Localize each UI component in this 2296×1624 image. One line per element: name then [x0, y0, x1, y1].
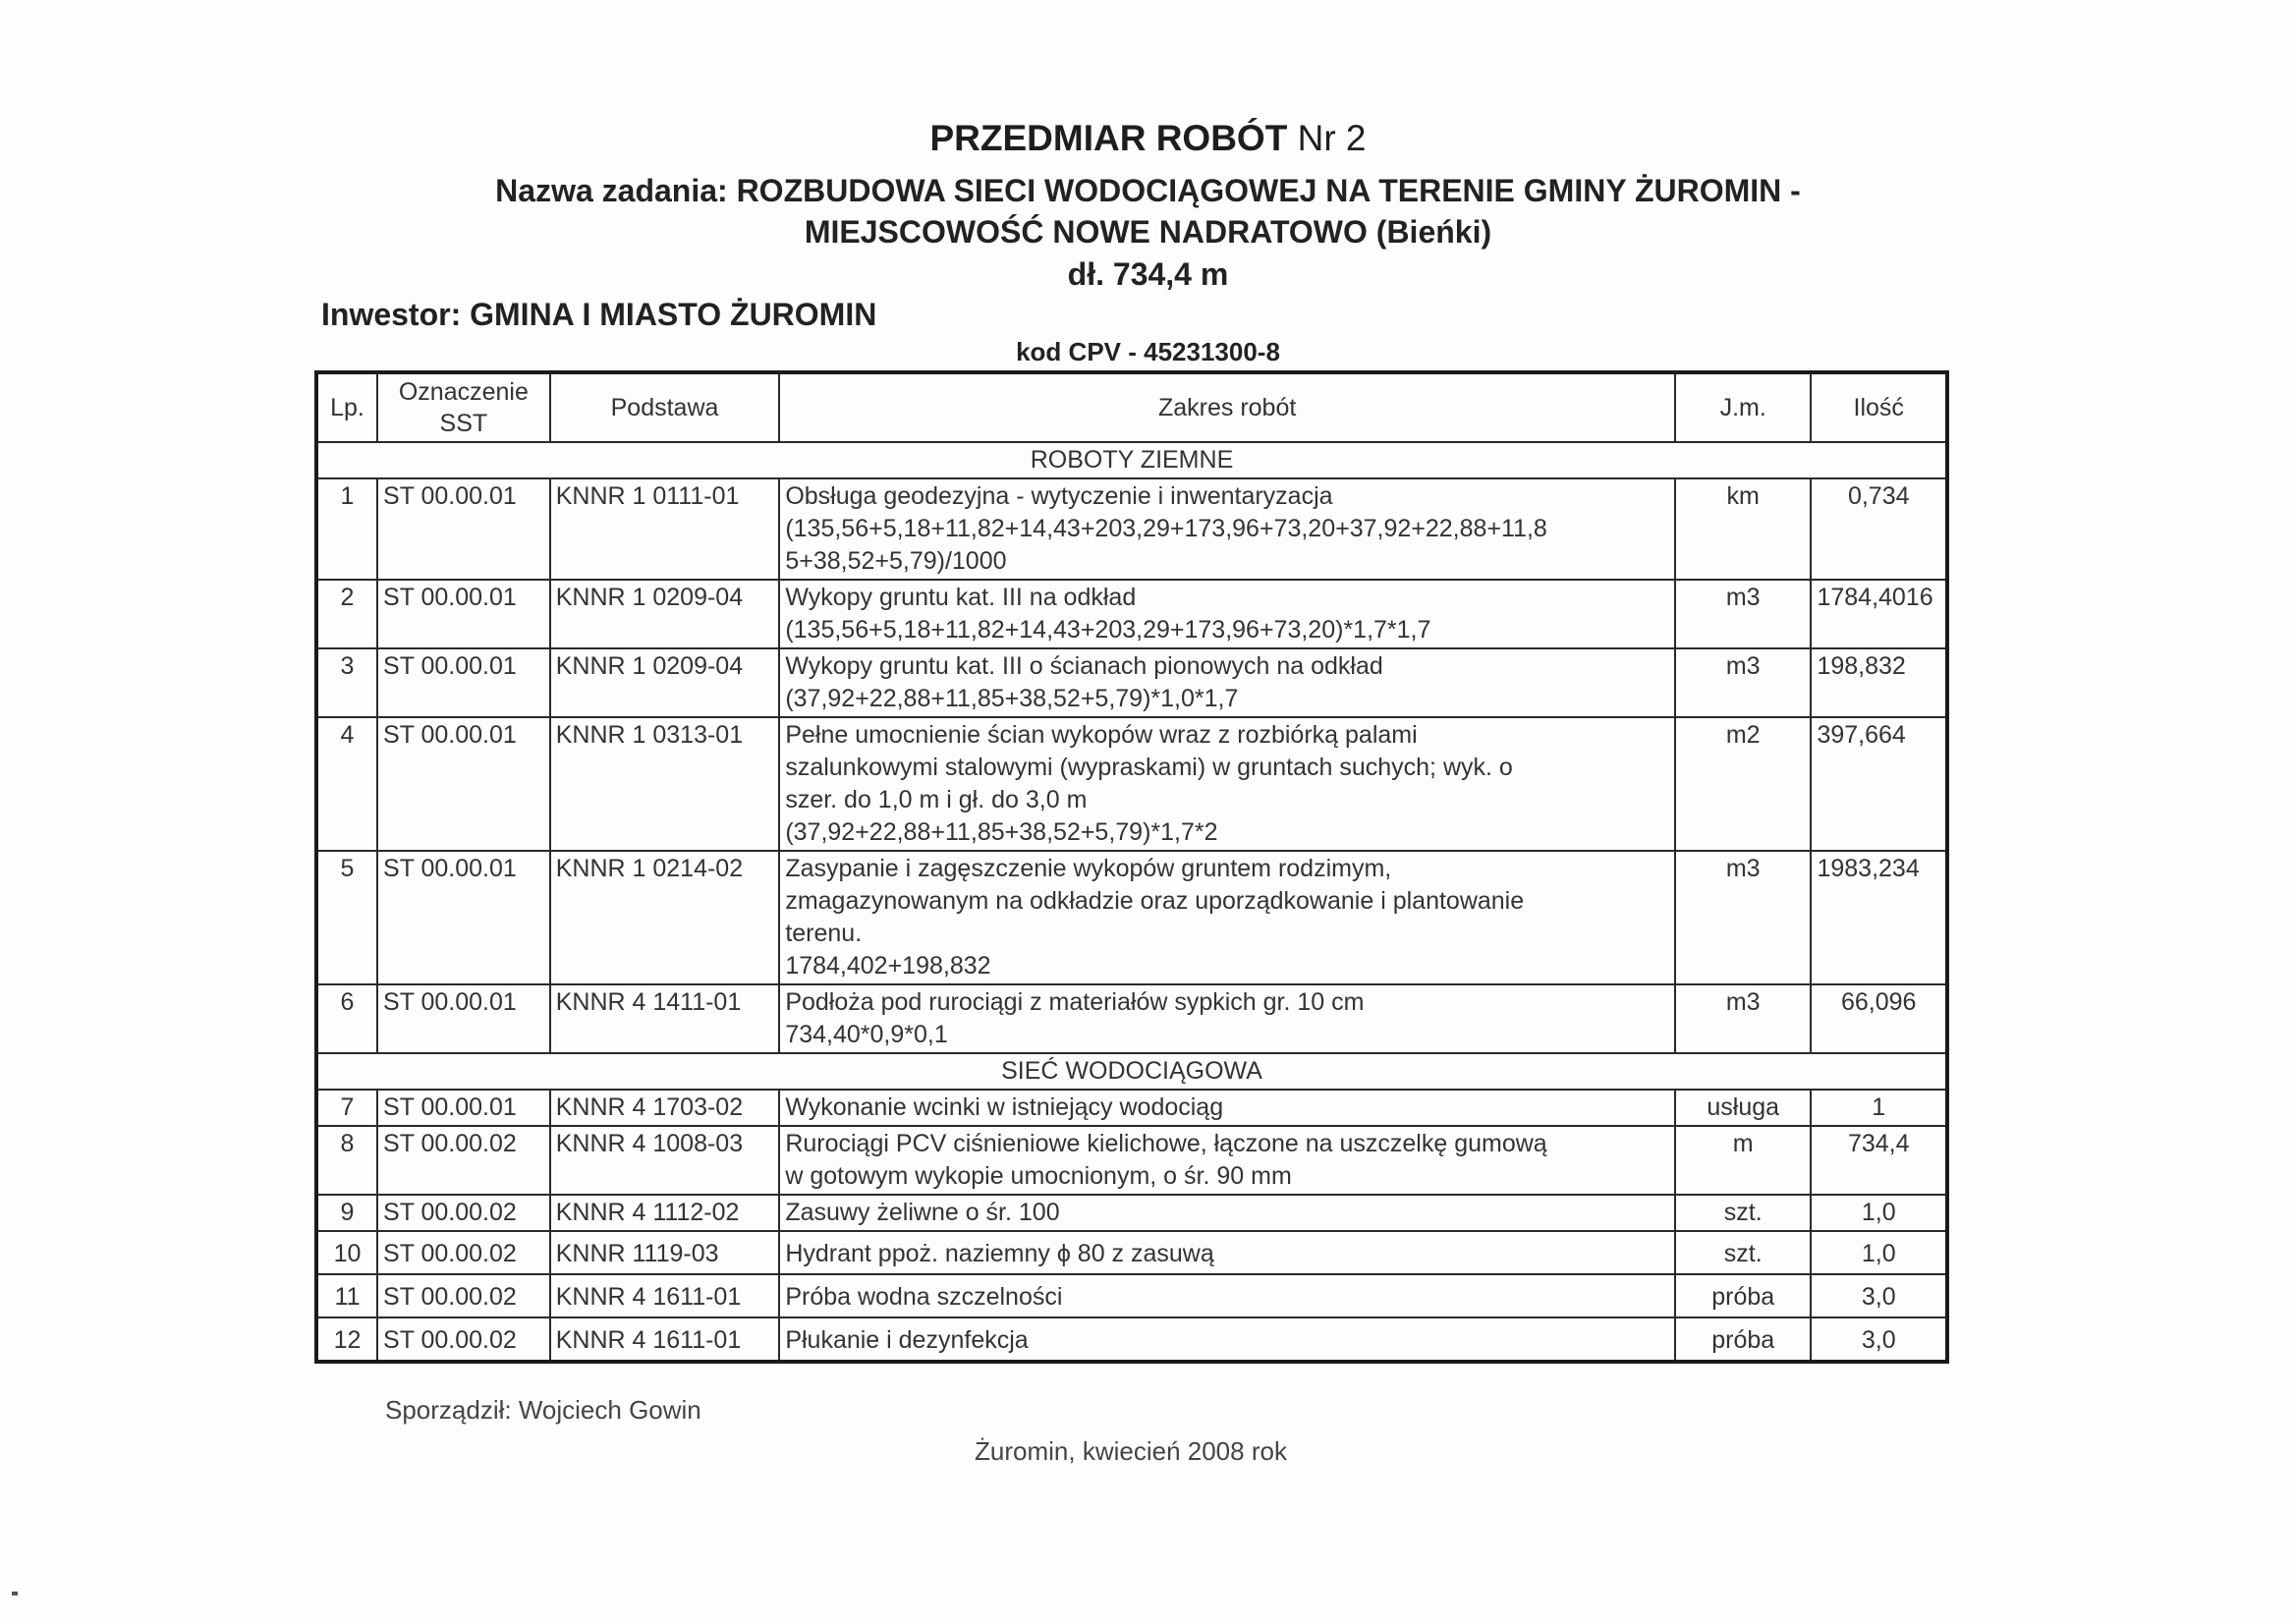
cell-ilosc: 1983,234 — [1811, 851, 1947, 984]
table-row — [316, 984, 1947, 1053]
cell-jm: m3 — [1675, 851, 1812, 984]
header-podstawa: Podstawa — [550, 372, 780, 442]
cpv-code: kod CPV - 45231300-8 — [1016, 337, 1280, 366]
zakres-line: szer. do 1,0 m i gł. do 3,0 m — [785, 786, 1088, 813]
document-title — [0, 118, 2296, 159]
cell-jm: m2 — [1675, 717, 1812, 851]
cell-podstawa: KNNR 4 1008-03 — [550, 1126, 780, 1195]
cell-zakres — [779, 851, 1675, 984]
section-siec-wodociagowa-label: SIEĆ WODOCIĄGOWA — [316, 1053, 1947, 1090]
cell-sst: ST 00.00.02 — [377, 1195, 550, 1231]
zakres-line: Płukanie i dezynfekcja — [785, 1326, 1029, 1354]
table-header-row — [316, 372, 1947, 442]
zakres-line: Wykonanie wcinki w istniejący wodociąg — [785, 1093, 1224, 1121]
zakres-line: 5+38,52+5,79)/1000 — [785, 547, 1007, 575]
cell-lp: 11 — [316, 1274, 377, 1317]
cell-ilosc: 734,4 — [1811, 1126, 1947, 1195]
task-name-line-1: Nazwa zadania: ROZBUDOWA SIECI WODOCIĄGOWEJ NA TERENIE GMINY ŻUROMIN - — [495, 173, 1801, 208]
cell-jm: usługa — [1675, 1090, 1812, 1126]
cell-zakres — [779, 1231, 1675, 1274]
cell-ilosc: 1,0 — [1811, 1231, 1947, 1274]
cell-zakres — [779, 1195, 1675, 1231]
zakres-line: zmagazynowanym na odkładzie oraz uporządkowanie i plantowanie — [785, 887, 1525, 915]
table-row — [316, 648, 1947, 717]
prepared-by: Sporządził: Wojciech Gowin — [385, 1395, 701, 1425]
table-row — [316, 478, 1947, 580]
cell-ilosc: 397,664 — [1811, 717, 1947, 851]
cell-sst: ST 00.00.01 — [377, 648, 550, 717]
zakres-line: 1784,402+198,832 — [785, 952, 991, 980]
table-row — [316, 1231, 1947, 1274]
section-roboty-ziemne — [316, 442, 1947, 478]
cell-ilosc: 1,0 — [1811, 1195, 1947, 1231]
cell-podstawa: KNNR 1 0313-01 — [550, 717, 780, 851]
cell-ilosc: 0,734 — [1811, 478, 1947, 580]
cell-sst: ST 00.00.01 — [377, 580, 550, 648]
bill-of-quantities-table — [314, 370, 1949, 1364]
table-row — [316, 1126, 1947, 1195]
zakres-line: Zasuwy żeliwne o śr. 100 — [785, 1199, 1060, 1226]
cell-jm: szt. — [1675, 1231, 1812, 1274]
table-body — [316, 442, 1947, 1362]
table-row — [316, 1195, 1947, 1231]
cell-zakres — [779, 1126, 1675, 1195]
zakres-line: Próba wodna szczelności — [785, 1283, 1063, 1311]
zakres-line: Pełne umocnienie ścian wykopów wraz z rozbiórką palami — [785, 721, 1418, 749]
table-row — [316, 1090, 1947, 1126]
cell-jm: km — [1675, 478, 1812, 580]
cell-lp: 9 — [316, 1195, 377, 1231]
header-jm: J.m. — [1675, 372, 1812, 442]
cell-sst: ST 00.00.01 — [377, 717, 550, 851]
cell-ilosc: 3,0 — [1811, 1274, 1947, 1317]
header-lp: Lp. — [316, 372, 377, 442]
cell-lp: 10 — [316, 1231, 377, 1274]
scan-speck — [12, 1592, 18, 1596]
cell-podstawa: KNNR 4 1611-01 — [550, 1317, 780, 1362]
header-sst: Oznaczenie SST — [377, 372, 550, 442]
cell-sst: ST 00.00.02 — [377, 1317, 550, 1362]
cell-lp: 8 — [316, 1126, 377, 1195]
zakres-line: Hydrant ppoż. naziemny ϕ 80 z zasuwą — [785, 1240, 1214, 1267]
zakres-line: Wykopy gruntu kat. III na odkład — [785, 584, 1137, 611]
cell-podstawa: KNNR 1 0209-04 — [550, 580, 780, 648]
cell-zakres — [779, 984, 1675, 1053]
cell-zakres — [779, 648, 1675, 717]
cell-lp: 4 — [316, 717, 377, 851]
cell-podstawa: KNNR 4 1611-01 — [550, 1274, 780, 1317]
section-siec-wodociagowa — [316, 1053, 1947, 1090]
cell-sst: ST 00.00.02 — [377, 1274, 550, 1317]
cell-jm: szt. — [1675, 1195, 1812, 1231]
cell-sst: ST 00.00.02 — [377, 1231, 550, 1274]
cell-sst: ST 00.00.01 — [377, 478, 550, 580]
task-name-line-2: MIEJSCOWOŚĆ NOWE NADRATOWO (Bieńki) — [804, 214, 1492, 250]
zakres-line: (135,56+5,18+11,82+14,43+203,29+173,96+73,20)*1,7*1,7 — [785, 616, 1431, 644]
zakres-line: Zasypanie i zagęszczenie wykopów gruntem rodzimym, — [785, 855, 1392, 882]
table-row — [316, 1317, 1947, 1362]
cell-sst: ST 00.00.02 — [377, 1126, 550, 1195]
table-row — [316, 717, 1947, 851]
zakres-line: Podłoża pod rurociągi z materiałów sypkich gr. 10 cm — [785, 988, 1365, 1016]
cell-zakres — [779, 580, 1675, 648]
cell-podstawa: KNNR 4 1112-02 — [550, 1195, 780, 1231]
cell-zakres — [779, 717, 1675, 851]
cell-podstawa: KNNR 4 1411-01 — [550, 984, 780, 1053]
cell-lp: 6 — [316, 984, 377, 1053]
cell-podstawa: KNNR 4 1703-02 — [550, 1090, 780, 1126]
cell-ilosc: 1 — [1811, 1090, 1947, 1126]
zakres-line: Wykopy gruntu kat. III o ścianach pionowych na odkład — [785, 652, 1383, 680]
cell-jm: m3 — [1675, 648, 1812, 717]
cell-ilosc: 198,832 — [1811, 648, 1947, 717]
cell-podstawa: KNNR 1 0111-01 — [550, 478, 780, 580]
cell-podstawa: KNNR 1 0214-02 — [550, 851, 780, 984]
cell-jm: m — [1675, 1126, 1812, 1195]
table-row — [316, 1274, 1947, 1317]
cell-zakres — [779, 1274, 1675, 1317]
zakres-line: w gotowym wykopie umocnionym, o śr. 90 mm — [785, 1162, 1292, 1190]
title-number: Nr 2 — [1297, 118, 1367, 158]
zakres-line: (37,92+22,88+11,85+38,52+5,79)*1,0*1,7 — [785, 685, 1239, 712]
cell-jm: m3 — [1675, 580, 1812, 648]
cell-ilosc: 3,0 — [1811, 1317, 1947, 1362]
table-row — [316, 580, 1947, 648]
cell-lp: 5 — [316, 851, 377, 984]
cell-sst: ST 00.00.01 — [377, 984, 550, 1053]
cell-podstawa: KNNR 1 0209-04 — [550, 648, 780, 717]
place-and-date: Żuromin, kwiecień 2008 rok — [975, 1436, 1287, 1466]
cell-zakres — [779, 478, 1675, 580]
zakres-line: (37,92+22,88+11,85+38,52+5,79)*1,7*2 — [785, 818, 1218, 846]
cell-jm: próba — [1675, 1317, 1812, 1362]
zakres-line: szalunkowymi stalowymi (wypraskami) w gruntach suchych; wyk. o — [785, 754, 1513, 781]
header-ilosc: Ilość — [1811, 372, 1947, 442]
cell-podstawa: KNNR 1119-03 — [550, 1231, 780, 1274]
investor: Inwestor: GMINA I MIASTO ŻUROMIN — [321, 297, 877, 332]
header-zakres: Zakres robót — [779, 372, 1675, 442]
zakres-line: Obsługa geodezyjna - wytyczenie i inwentaryzacja — [785, 482, 1333, 510]
cell-lp: 12 — [316, 1317, 377, 1362]
table-row — [316, 851, 1947, 984]
cell-lp: 7 — [316, 1090, 377, 1126]
cell-sst: ST 00.00.01 — [377, 851, 550, 984]
cell-jm: próba — [1675, 1274, 1812, 1317]
zakres-line: 734,40*0,9*0,1 — [785, 1021, 948, 1048]
cell-sst: ST 00.00.01 — [377, 1090, 550, 1126]
zakres-line: terenu. — [785, 920, 863, 947]
cell-lp: 3 — [316, 648, 377, 717]
cell-zakres — [779, 1090, 1675, 1126]
zakres-line: (135,56+5,18+11,82+14,43+203,29+173,96+73,20+37,92+22,88+11,8 — [785, 515, 1547, 542]
cell-lp: 1 — [316, 478, 377, 580]
section-roboty-ziemne-label: ROBOTY ZIEMNE — [316, 442, 1947, 478]
cell-ilosc: 1784,4016 — [1811, 580, 1947, 648]
cell-lp: 2 — [316, 580, 377, 648]
title-text: PRZEDMIAR ROBÓT — [929, 118, 1288, 158]
cell-zakres — [779, 1317, 1675, 1362]
zakres-line: Rurociągi PCV ciśnieniowe kielichowe, łączone na uszczelkę gumową — [785, 1130, 1547, 1157]
total-length: dł. 734,4 m — [1067, 256, 1229, 292]
cell-jm: m3 — [1675, 984, 1812, 1053]
cell-ilosc: 66,096 — [1811, 984, 1947, 1053]
